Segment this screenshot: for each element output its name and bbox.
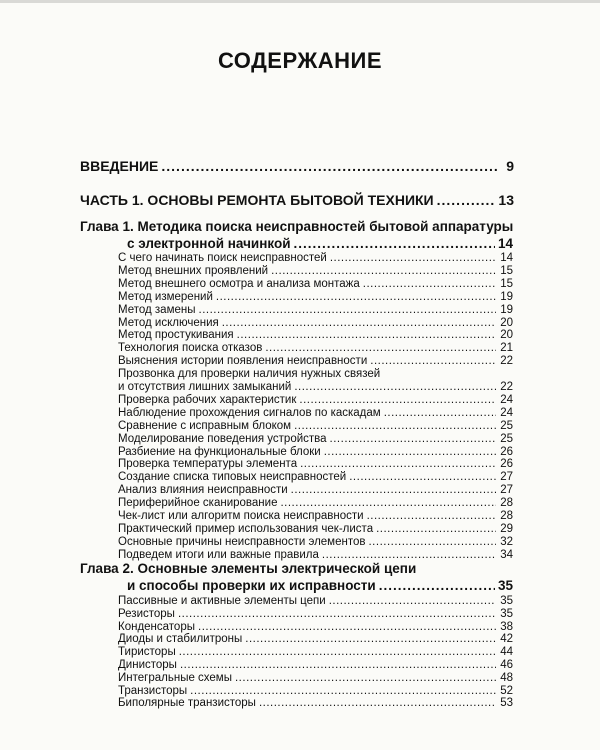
dot-leader	[379, 578, 495, 593]
toc-item-label: Наблюдение прохождения сигналов по каскадам	[118, 406, 381, 419]
toc-item-label: Динисторы	[118, 659, 177, 671]
chapter-2-title: Глава 2. Основные элементы электрической цепи	[80, 561, 417, 576]
toc-item[interactable]	[118, 304, 513, 316]
dot-leader	[322, 549, 496, 561]
dot-leader	[178, 608, 496, 620]
toc-item[interactable]	[118, 458, 513, 470]
toc-entry-chapter-1[interactable]	[127, 236, 513, 251]
toc-item-label: Интегральные схемы	[118, 671, 232, 684]
toc-item[interactable]	[118, 471, 513, 483]
dot-leader	[300, 458, 496, 470]
dot-leader	[299, 394, 496, 406]
toc-item-page: 24	[500, 393, 513, 406]
toc-item-page: 22	[500, 355, 513, 368]
dot-leader	[330, 252, 496, 264]
toc-item-page: 28	[500, 510, 513, 522]
toc-item-page: 26	[500, 445, 513, 458]
toc-item[interactable]	[118, 633, 513, 645]
toc-item-label: Метод внешнего осмотра и анализа монтажа	[118, 277, 360, 290]
toc-item-label: Резисторы	[118, 607, 175, 620]
toc-item-page: 24	[500, 406, 513, 419]
dot-leader	[294, 420, 496, 432]
toc-item[interactable]	[118, 355, 513, 367]
dot-leader	[370, 355, 496, 367]
toc-item-page: 19	[500, 303, 513, 316]
toc-item-label: Метод замены	[118, 303, 196, 316]
toc-item-page: 48	[500, 671, 513, 684]
toc-item-page: 14	[500, 252, 513, 264]
toc-item-page: 52	[500, 684, 513, 697]
toc-item[interactable]	[118, 646, 513, 658]
toc-item[interactable]	[118, 433, 513, 445]
toc-item-page: 15	[500, 277, 513, 290]
dot-leader	[216, 291, 496, 303]
toc-item[interactable]	[118, 278, 513, 290]
dot-leader	[330, 433, 496, 445]
toc-item[interactable]	[118, 446, 513, 458]
toc-item-page: 15	[500, 264, 513, 277]
dot-leader	[367, 510, 496, 522]
toc-item-label: Метод внешних проявлений	[118, 264, 269, 277]
toc-item-page: 21	[500, 342, 513, 355]
toc-item-page: 32	[500, 535, 513, 548]
toc-item[interactable]	[118, 659, 513, 671]
page-title: СОДЕРЖАНИЕ	[217, 48, 383, 73]
dot-leader	[437, 192, 496, 208]
toc-item[interactable]	[118, 549, 513, 561]
dot-leader	[271, 265, 496, 277]
toc-item-label: и отсутствия лишних замыканий	[118, 381, 292, 393]
toc-item-page: 35	[500, 595, 513, 607]
dot-leader	[235, 672, 496, 684]
toc-item-page: 19	[500, 290, 513, 303]
toc-item[interactable]	[118, 291, 513, 303]
toc-item-label: Чек-лист или алгоритм поиска неисправности	[118, 510, 364, 522]
dot-leader	[349, 471, 496, 483]
dot-leader	[245, 633, 496, 645]
toc-item-page: 38	[500, 620, 513, 633]
dot-leader	[280, 497, 496, 509]
toc-item-label: Проверка температуры элемента	[118, 458, 298, 471]
toc-item-label: Разбиение на функциональные блоки	[118, 445, 321, 458]
dot-leader	[291, 484, 496, 496]
dot-leader	[190, 685, 496, 697]
toc-item[interactable]	[118, 342, 513, 354]
toc-item[interactable]	[118, 252, 513, 264]
toc-item-page: 22	[500, 381, 513, 393]
dot-leader	[376, 523, 496, 535]
dot-leader	[198, 621, 496, 633]
toc-item[interactable]	[118, 484, 513, 496]
toc-item-label: Метод простукивания	[118, 329, 234, 342]
toc-item[interactable]	[118, 697, 513, 709]
toc-item[interactable]	[118, 523, 513, 535]
toc-item-page: 42	[500, 633, 513, 646]
toc-entry-part-1[interactable]	[80, 192, 514, 208]
toc-entry-page: 13	[498, 192, 514, 208]
toc-item-page: 26	[500, 458, 513, 471]
toc-item-label: Практический пример использования чек-листа	[118, 522, 374, 535]
dot-leader	[329, 595, 496, 607]
toc-item-label: Пассивные и активные элементы цепи	[118, 595, 326, 607]
toc-item-page: 25	[500, 432, 513, 445]
toc-item-label: Анализ влияния неисправности	[118, 484, 288, 497]
toc-item-label: Сравнение с исправным блоком	[118, 419, 292, 432]
dot-leader	[384, 407, 496, 419]
toc-entry-chapter-2[interactable]	[127, 578, 513, 593]
chapter-1-title: Глава 1. Методика поиска неисправностей бытовой аппаратуры	[80, 219, 514, 234]
toc-item-label: Биполярные транзисторы	[118, 697, 256, 710]
toc-item[interactable]	[118, 497, 513, 509]
toc-entry-page: 14	[497, 236, 513, 251]
toc-entry-introduction[interactable]	[80, 158, 514, 174]
toc-item-page: 28	[500, 497, 513, 510]
toc-item[interactable]	[118, 685, 513, 697]
dot-leader	[179, 646, 496, 658]
toc-entry-label: ЧАСТЬ 1. ОСНОВЫ РЕМОНТА БЫТОВОЙ ТЕХНИКИ	[80, 192, 434, 208]
dot-leader	[324, 446, 496, 458]
toc-item[interactable]	[118, 394, 513, 406]
toc-item-page: 53	[500, 697, 513, 710]
dot-leader	[237, 329, 496, 341]
dot-leader	[363, 278, 496, 290]
toc-item[interactable]	[118, 608, 513, 620]
toc-item-label: Создание списка типовых неисправностей	[118, 471, 347, 484]
toc-item-page: 25	[500, 419, 513, 432]
toc-item-page: 46	[500, 659, 513, 671]
dot-leader	[294, 236, 495, 251]
toc-item-label: Периферийное сканирование	[118, 497, 278, 510]
toc-item[interactable]	[118, 420, 513, 432]
toc-item-page: 27	[500, 484, 513, 497]
toc-item-label: Диоды и стабилитроны	[118, 633, 243, 646]
toc-item-label: Основные причины неисправности элементов	[118, 535, 366, 548]
dot-leader	[222, 317, 496, 329]
toc-entry-label: ВВЕДЕНИЕ	[80, 158, 159, 174]
toc-item-label: Выяснения истории появления неисправности	[118, 355, 368, 368]
dot-leader	[199, 304, 497, 316]
toc-item-label: Транзисторы	[118, 684, 188, 697]
toc-entry-page: 35	[497, 578, 513, 593]
dot-leader	[368, 536, 496, 548]
toc-item-label: Проверка рабочих характеристик	[118, 393, 297, 406]
toc-entry-page: 9	[506, 158, 514, 174]
toc-item[interactable]	[118, 510, 513, 522]
toc-item-page: 20	[500, 329, 513, 342]
toc-item[interactable]	[118, 672, 513, 684]
dot-leader	[161, 158, 497, 174]
toc-item-label: Моделирование поведения устройства	[118, 432, 327, 445]
toc-item-label: Технология поиска отказов	[118, 342, 263, 355]
toc-item[interactable]	[118, 368, 513, 380]
toc-item[interactable]	[118, 265, 513, 277]
toc-entry-label: с электронной начинкой	[127, 236, 291, 251]
toc-item-page: 34	[500, 548, 513, 561]
toc-item-label: Подведем итоги или важные правила	[118, 548, 319, 561]
toc-item-page: 44	[500, 646, 513, 659]
toc-item[interactable]	[118, 595, 513, 607]
toc-item-page: 29	[500, 522, 513, 535]
toc-item-label: Метод исключения	[118, 316, 219, 329]
toc-item-page: 27	[500, 471, 513, 484]
dot-leader	[294, 381, 496, 393]
toc-item[interactable]	[118, 381, 513, 393]
toc-item-label: Метод измерений	[118, 290, 213, 303]
dot-leader	[259, 697, 496, 709]
toc-item-label: Прозвонка для проверки наличия нужных связей	[118, 368, 381, 381]
toc-item[interactable]	[118, 536, 513, 548]
toc-item-label: Конденсаторы	[118, 620, 195, 633]
toc-entry-label: и способы проверки их исправности	[127, 578, 376, 593]
toc-item-label: С чего начинать поиск неисправностей	[118, 252, 327, 264]
toc-item-page: 20	[500, 316, 513, 329]
toc-item[interactable]	[118, 621, 513, 633]
toc-item-label: Тиристоры	[118, 646, 176, 659]
toc-item-page: 35	[500, 607, 513, 620]
dot-leader	[180, 659, 496, 671]
toc-item[interactable]	[118, 407, 513, 419]
dot-leader	[265, 342, 496, 354]
toc-item[interactable]	[118, 317, 513, 329]
toc-item[interactable]	[118, 329, 513, 341]
